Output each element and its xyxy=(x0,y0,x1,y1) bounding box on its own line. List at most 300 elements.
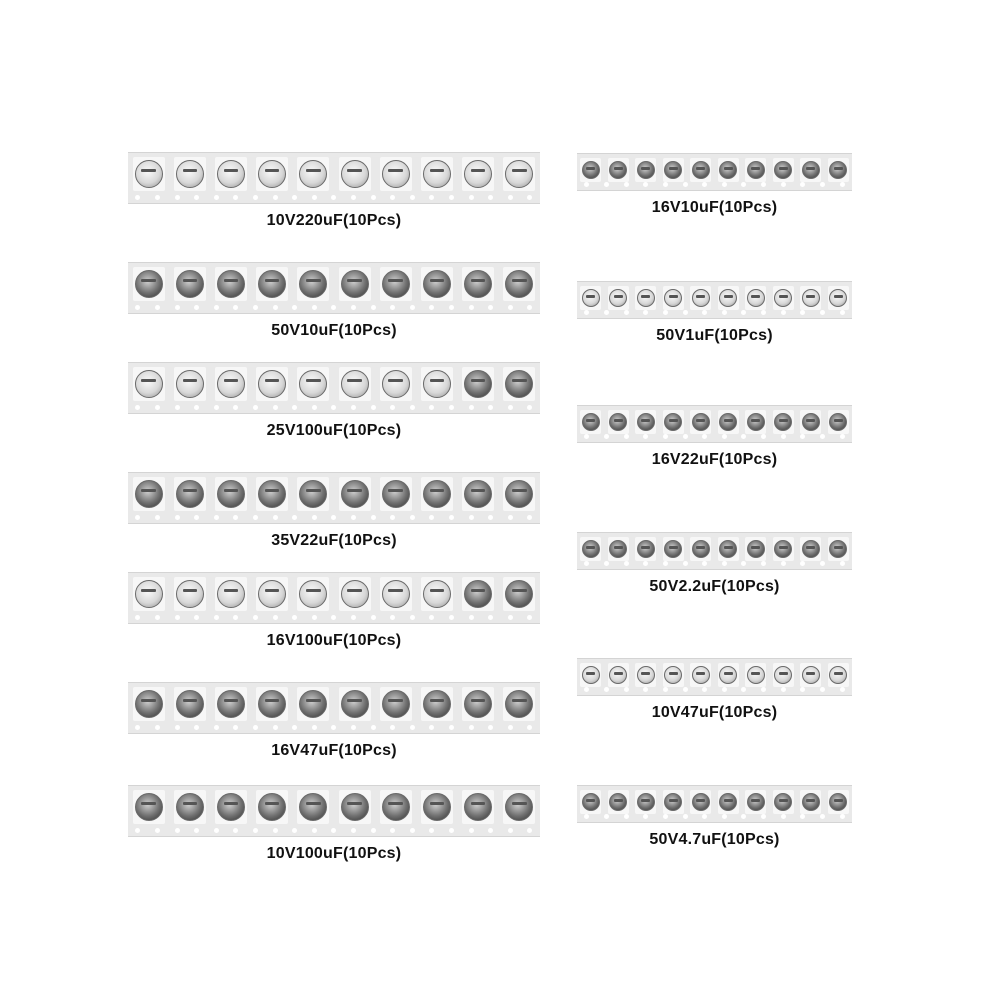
sprocket-hole xyxy=(351,405,356,410)
tape-pocket xyxy=(828,790,849,814)
carrier-tape xyxy=(577,532,852,570)
tape-pocket xyxy=(773,790,794,814)
capacitor-icon xyxy=(258,793,286,821)
sprocket-hole xyxy=(175,828,180,833)
sprocket-hole xyxy=(312,405,317,410)
capacitor-icon xyxy=(176,370,204,398)
sprocket-hole xyxy=(761,434,766,439)
capacitor-icon xyxy=(217,480,245,508)
capacitor-strip xyxy=(128,572,540,650)
sprocket-hole xyxy=(429,195,434,200)
sprocket-hole xyxy=(135,725,140,730)
sprocket-hole xyxy=(702,814,707,819)
sprocket-hole xyxy=(331,305,336,310)
sprocket-hole xyxy=(604,814,609,819)
capacitor-icon xyxy=(135,270,163,298)
pocket-row xyxy=(128,687,540,721)
sprocket-hole xyxy=(449,515,454,520)
sprocket-hole xyxy=(663,310,668,315)
sprocket-holes xyxy=(128,725,540,730)
pocket-row xyxy=(128,367,540,401)
carrier-tape xyxy=(128,572,540,624)
capacitor-icon xyxy=(582,793,600,811)
sprocket-hole xyxy=(663,687,668,692)
strip-label: 25V100uF(10Pcs) xyxy=(266,422,402,439)
sprocket-hole xyxy=(722,687,727,692)
sprocket-hole xyxy=(155,615,160,620)
tape-pocket xyxy=(133,790,165,824)
sprocket-hole xyxy=(410,615,415,620)
tape-pocket xyxy=(663,537,684,561)
carrier-tape xyxy=(577,153,852,191)
tape-pocket xyxy=(635,663,656,687)
tape-pocket xyxy=(718,537,739,561)
tape-pocket xyxy=(339,477,371,511)
capacitor-icon xyxy=(382,480,410,508)
strip-label: 16V22uF(10Pcs) xyxy=(651,451,778,468)
sprocket-hole xyxy=(312,515,317,520)
capacitor-icon xyxy=(609,161,627,179)
capacitor-icon xyxy=(382,160,410,188)
sprocket-hole xyxy=(390,615,395,620)
sprocket-holes xyxy=(128,195,540,200)
tape-pocket xyxy=(503,687,535,721)
sprocket-hole xyxy=(331,515,336,520)
capacitor-icon xyxy=(802,793,820,811)
sprocket-hole xyxy=(214,615,219,620)
strip-label: 50V1uF(10Pcs) xyxy=(656,327,773,344)
sprocket-hole xyxy=(527,828,532,833)
capacitor-icon xyxy=(664,793,682,811)
sprocket-hole xyxy=(624,434,629,439)
sprocket-hole xyxy=(429,515,434,520)
sprocket-hole xyxy=(722,182,727,187)
carrier-tape xyxy=(577,658,852,696)
sprocket-hole xyxy=(508,405,513,410)
sprocket-hole xyxy=(410,725,415,730)
capacitor-icon xyxy=(774,289,792,307)
sprocket-holes xyxy=(577,310,852,315)
pocket-row xyxy=(128,790,540,824)
tape-pocket xyxy=(133,577,165,611)
capacitor-icon xyxy=(637,161,655,179)
sprocket-hole xyxy=(233,405,238,410)
tape-pocket xyxy=(297,790,329,824)
sprocket-hole xyxy=(175,615,180,620)
sprocket-hole xyxy=(135,515,140,520)
sprocket-hole xyxy=(233,515,238,520)
capacitor-icon xyxy=(382,793,410,821)
tape-pocket xyxy=(174,157,206,191)
sprocket-hole xyxy=(331,725,336,730)
tape-pocket xyxy=(133,367,165,401)
sprocket-hole xyxy=(390,515,395,520)
capacitor-strip xyxy=(577,281,852,345)
strip-label: 10V100uF(10Pcs) xyxy=(266,845,402,862)
sprocket-hole xyxy=(683,814,688,819)
capacitor-icon xyxy=(719,540,737,558)
sprocket-hole xyxy=(527,305,532,310)
tape-pocket xyxy=(503,790,535,824)
sprocket-hole xyxy=(390,405,395,410)
capacitor-icon xyxy=(464,793,492,821)
capacitor-icon xyxy=(802,289,820,307)
pocket-row xyxy=(577,286,852,310)
sprocket-hole xyxy=(449,195,454,200)
sprocket-hole xyxy=(194,828,199,833)
capacitor-strip xyxy=(128,262,540,340)
tape-pocket xyxy=(690,410,711,434)
sprocket-hole xyxy=(253,615,258,620)
sprocket-holes xyxy=(128,405,540,410)
tape-pocket xyxy=(215,477,247,511)
tape-pocket xyxy=(421,687,453,721)
sprocket-hole xyxy=(155,515,160,520)
sprocket-hole xyxy=(508,615,513,620)
tape-pocket xyxy=(462,577,494,611)
sprocket-hole xyxy=(663,814,668,819)
tape-pocket xyxy=(690,663,711,687)
sprocket-hole xyxy=(175,195,180,200)
sprocket-hole xyxy=(683,434,688,439)
tape-pocket xyxy=(339,577,371,611)
sprocket-hole xyxy=(331,828,336,833)
tape-pocket xyxy=(635,286,656,310)
sprocket-hole xyxy=(292,515,297,520)
strip-label: 35V22uF(10Pcs) xyxy=(271,532,397,549)
sprocket-hole xyxy=(683,182,688,187)
sprocket-hole xyxy=(683,310,688,315)
tape-pocket xyxy=(608,410,629,434)
sprocket-hole xyxy=(273,195,278,200)
tape-pocket xyxy=(133,687,165,721)
tape-pocket xyxy=(256,367,288,401)
capacitor-icon xyxy=(609,666,627,684)
sprocket-hole xyxy=(253,195,258,200)
capacitor-icon xyxy=(829,289,847,307)
sprocket-hole xyxy=(331,405,336,410)
capacitor-icon xyxy=(135,793,163,821)
capacitor-icon xyxy=(719,161,737,179)
tape-pocket xyxy=(256,687,288,721)
capacitor-icon xyxy=(719,289,737,307)
tape-pocket xyxy=(503,267,535,301)
capacitor-icon xyxy=(258,160,286,188)
sprocket-hole xyxy=(312,615,317,620)
sprocket-hole xyxy=(233,615,238,620)
capacitor-icon xyxy=(774,666,792,684)
sprocket-hole xyxy=(214,515,219,520)
tape-pocket xyxy=(174,367,206,401)
capacitor-icon xyxy=(258,690,286,718)
sprocket-hole xyxy=(390,828,395,833)
tape-pocket xyxy=(462,687,494,721)
sprocket-hole xyxy=(194,405,199,410)
capacitor-icon xyxy=(829,540,847,558)
tape-pocket xyxy=(297,477,329,511)
sprocket-hole xyxy=(351,725,356,730)
tape-pocket xyxy=(174,577,206,611)
sprocket-hole xyxy=(469,195,474,200)
sprocket-hole xyxy=(312,195,317,200)
carrier-tape xyxy=(128,785,540,837)
sprocket-hole xyxy=(233,828,238,833)
sprocket-hole xyxy=(214,725,219,730)
sprocket-hole xyxy=(527,615,532,620)
sprocket-hole xyxy=(820,561,825,566)
sprocket-hole xyxy=(584,434,589,439)
sprocket-hole xyxy=(624,182,629,187)
capacitor-icon xyxy=(747,666,765,684)
tape-pocket xyxy=(800,286,821,310)
sprocket-hole xyxy=(135,305,140,310)
tape-pocket xyxy=(635,537,656,561)
capacitor-icon xyxy=(582,666,600,684)
sprocket-hole xyxy=(135,195,140,200)
strip-label: 50V2.2uF(10Pcs) xyxy=(649,578,780,595)
sprocket-hole xyxy=(292,195,297,200)
sprocket-hole xyxy=(175,725,180,730)
capacitor-icon xyxy=(299,370,327,398)
tape-pocket xyxy=(773,663,794,687)
strip-label: 50V10uF(10Pcs) xyxy=(271,322,397,339)
capacitor-icon xyxy=(135,480,163,508)
sprocket-hole xyxy=(722,814,727,819)
tape-pocket xyxy=(215,687,247,721)
sprocket-hole xyxy=(292,828,297,833)
sprocket-hole xyxy=(741,561,746,566)
tape-pocket xyxy=(503,577,535,611)
tape-pocket xyxy=(339,367,371,401)
sprocket-hole xyxy=(214,195,219,200)
sprocket-hole xyxy=(429,405,434,410)
sprocket-hole xyxy=(410,305,415,310)
sprocket-hole xyxy=(800,182,805,187)
sprocket-hole xyxy=(469,305,474,310)
sprocket-hole xyxy=(351,828,356,833)
tape-pocket xyxy=(380,157,412,191)
capacitor-icon xyxy=(637,666,655,684)
capacitor-icon xyxy=(341,370,369,398)
capacitor-icon xyxy=(664,666,682,684)
capacitor-icon xyxy=(505,793,533,821)
tape-pocket xyxy=(635,410,656,434)
sprocket-hole xyxy=(469,615,474,620)
tape-pocket xyxy=(462,157,494,191)
pocket-row xyxy=(577,537,852,561)
capacitor-strip xyxy=(577,153,852,217)
sprocket-hole xyxy=(643,310,648,315)
sprocket-hole xyxy=(155,195,160,200)
capacitor-icon xyxy=(719,666,737,684)
tape-pocket xyxy=(256,157,288,191)
tape-pocket xyxy=(718,790,739,814)
sprocket-hole xyxy=(584,814,589,819)
tape-pocket xyxy=(174,267,206,301)
tape-pocket xyxy=(690,158,711,182)
strip-label: 16V10uF(10Pcs) xyxy=(651,199,778,216)
tape-pocket xyxy=(215,267,247,301)
tape-pocket xyxy=(608,790,629,814)
sprocket-hole xyxy=(135,828,140,833)
sprocket-hole xyxy=(643,561,648,566)
sprocket-hole xyxy=(741,687,746,692)
tape-pocket xyxy=(608,537,629,561)
sprocket-hole xyxy=(273,615,278,620)
capacitor-icon xyxy=(135,370,163,398)
tape-pocket xyxy=(745,158,766,182)
tape-pocket xyxy=(462,367,494,401)
sprocket-hole xyxy=(643,687,648,692)
sprocket-holes xyxy=(128,515,540,520)
tape-pocket xyxy=(174,477,206,511)
capacitor-icon xyxy=(582,161,600,179)
tape-pocket xyxy=(174,790,206,824)
sprocket-hole xyxy=(527,725,532,730)
tape-pocket xyxy=(828,158,849,182)
tape-pocket xyxy=(297,367,329,401)
capacitor-icon xyxy=(719,793,737,811)
sprocket-hole xyxy=(488,515,493,520)
sprocket-hole xyxy=(175,405,180,410)
tape-pocket xyxy=(690,537,711,561)
capacitor-icon xyxy=(692,161,710,179)
sprocket-holes xyxy=(577,687,852,692)
carrier-tape xyxy=(128,262,540,314)
sprocket-hole xyxy=(351,305,356,310)
sprocket-hole xyxy=(527,515,532,520)
capacitor-icon xyxy=(258,270,286,298)
capacitor-icon xyxy=(341,480,369,508)
sprocket-hole xyxy=(624,310,629,315)
strip-label: 10V220uF(10Pcs) xyxy=(266,212,402,229)
tape-pocket xyxy=(773,410,794,434)
tape-pocket xyxy=(339,687,371,721)
tape-pocket xyxy=(773,158,794,182)
capacitor-icon xyxy=(692,289,710,307)
capacitor-icon xyxy=(382,580,410,608)
tape-pocket xyxy=(718,158,739,182)
sprocket-hole xyxy=(449,725,454,730)
capacitor-icon xyxy=(637,289,655,307)
capacitor-icon xyxy=(505,690,533,718)
tape-pocket xyxy=(745,537,766,561)
sprocket-hole xyxy=(702,182,707,187)
tape-pocket xyxy=(608,158,629,182)
sprocket-hole xyxy=(253,515,258,520)
capacitor-icon xyxy=(505,160,533,188)
capacitor-icon xyxy=(299,480,327,508)
sprocket-hole xyxy=(449,615,454,620)
sprocket-hole xyxy=(390,725,395,730)
sprocket-hole xyxy=(214,305,219,310)
sprocket-hole xyxy=(371,305,376,310)
capacitor-icon xyxy=(217,580,245,608)
capacitor-icon xyxy=(176,793,204,821)
capacitor-icon xyxy=(582,413,600,431)
sprocket-hole xyxy=(488,725,493,730)
tape-pocket xyxy=(462,267,494,301)
sprocket-hole xyxy=(449,405,454,410)
sprocket-hole xyxy=(429,305,434,310)
sprocket-hole xyxy=(410,405,415,410)
tape-pocket xyxy=(421,157,453,191)
tape-pocket xyxy=(215,790,247,824)
sprocket-hole xyxy=(761,310,766,315)
tape-pocket xyxy=(745,286,766,310)
tape-pocket xyxy=(380,477,412,511)
tape-pocket xyxy=(174,687,206,721)
sprocket-hole xyxy=(351,515,356,520)
capacitor-icon xyxy=(258,480,286,508)
sprocket-hole xyxy=(741,182,746,187)
sprocket-hole xyxy=(702,310,707,315)
capacitor-icon xyxy=(664,289,682,307)
capacitor-icon xyxy=(505,480,533,508)
capacitor-icon xyxy=(341,270,369,298)
sprocket-hole xyxy=(194,195,199,200)
tape-pocket xyxy=(800,158,821,182)
sprocket-hole xyxy=(429,725,434,730)
sprocket-hole xyxy=(604,310,609,315)
pocket-row xyxy=(128,267,540,301)
sprocket-hole xyxy=(135,405,140,410)
sprocket-hole xyxy=(488,615,493,620)
sprocket-hole xyxy=(702,561,707,566)
capacitor-icon xyxy=(774,793,792,811)
tape-pocket xyxy=(800,663,821,687)
tape-pocket xyxy=(800,790,821,814)
carrier-tape xyxy=(128,682,540,734)
sprocket-hole xyxy=(781,687,786,692)
sprocket-hole xyxy=(781,310,786,315)
capacitor-icon xyxy=(774,413,792,431)
sprocket-hole xyxy=(508,305,513,310)
tape-pocket xyxy=(503,157,535,191)
capacitor-icon xyxy=(692,540,710,558)
tape-pocket xyxy=(663,663,684,687)
tape-pocket xyxy=(580,286,601,310)
sprocket-hole xyxy=(508,515,513,520)
tape-pocket xyxy=(462,477,494,511)
sprocket-hole xyxy=(214,828,219,833)
sprocket-hole xyxy=(643,814,648,819)
sprocket-hole xyxy=(371,725,376,730)
sprocket-hole xyxy=(508,195,513,200)
sprocket-hole xyxy=(722,310,727,315)
sprocket-hole xyxy=(781,561,786,566)
capacitor-icon xyxy=(505,580,533,608)
tape-pocket xyxy=(663,410,684,434)
capacitor-icon xyxy=(774,161,792,179)
sprocket-hole xyxy=(624,687,629,692)
capacitor-strip xyxy=(577,532,852,596)
sprocket-hole xyxy=(584,561,589,566)
sprocket-hole xyxy=(194,615,199,620)
sprocket-hole xyxy=(604,687,609,692)
sprocket-hole xyxy=(683,687,688,692)
sprocket-hole xyxy=(820,434,825,439)
capacitor-icon xyxy=(829,793,847,811)
sprocket-hole xyxy=(331,195,336,200)
capacitor-icon xyxy=(505,270,533,298)
capacitor-icon xyxy=(258,580,286,608)
tape-pocket xyxy=(800,410,821,434)
capacitor-icon xyxy=(423,580,451,608)
tape-pocket xyxy=(773,286,794,310)
sprocket-hole xyxy=(761,687,766,692)
capacitor-icon xyxy=(802,413,820,431)
